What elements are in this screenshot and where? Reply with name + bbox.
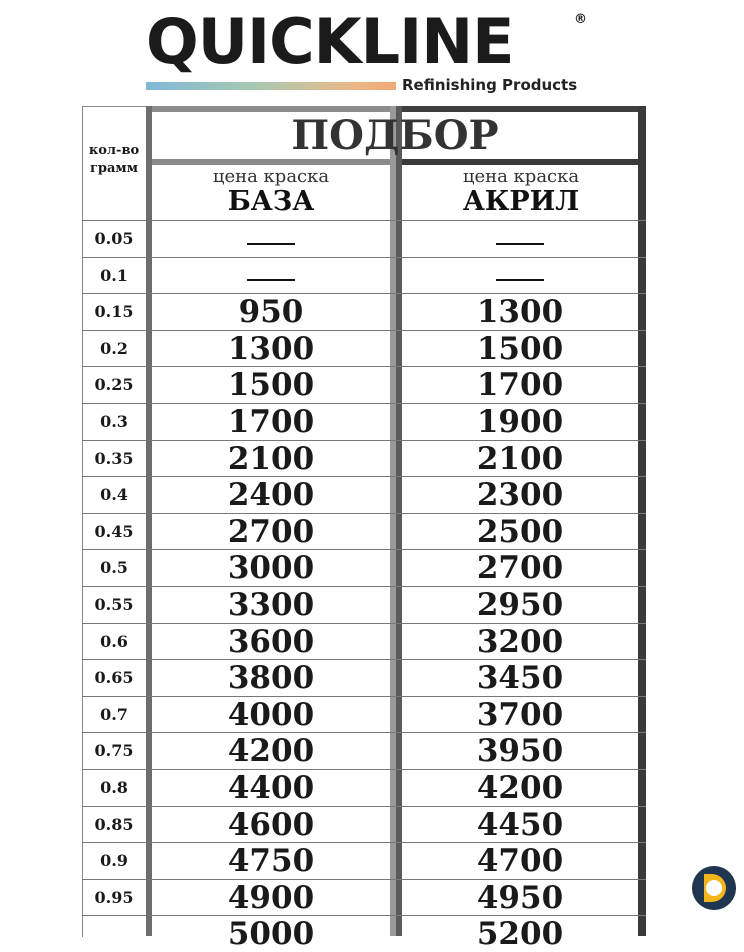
qty-cell: 0.75 (94, 741, 134, 761)
base-price-cell: 2400 (227, 477, 315, 514)
table-body (82, 220, 646, 952)
acrylic-price-cell: 2100 (476, 440, 564, 477)
acrylic-price-cell: 4700 (476, 843, 564, 880)
logo-wordmark: QUICKLINE (146, 5, 514, 78)
base-price-cell: 5000 (227, 916, 315, 952)
table-row (82, 440, 646, 477)
table-row (82, 696, 646, 733)
qty-cell: 0.5 (100, 558, 128, 578)
base-price-cell: 1300 (227, 330, 315, 367)
qty-cell: 0.85 (94, 814, 134, 834)
base-price-cell: 950 (238, 294, 304, 331)
base-price-cell: 1500 (227, 367, 315, 404)
qty-cell: 0.35 (94, 448, 134, 468)
table-row (82, 623, 646, 660)
base-price-cell: 2700 (227, 513, 315, 550)
table-row (82, 220, 646, 257)
table-row (82, 293, 646, 330)
table-row (82, 476, 646, 513)
table-row (82, 732, 646, 769)
base-price-cell: 4600 (227, 806, 315, 843)
acrylic-price-cell: 4950 (476, 879, 564, 916)
qty-cell: 0.45 (94, 521, 134, 541)
acrylic-price-cell: 2700 (476, 550, 564, 587)
table-row (82, 842, 646, 879)
qty-cell: 0.8 (100, 777, 128, 797)
qty-cell: 0.6 (100, 631, 128, 651)
acrylic-price-cell: 4200 (476, 769, 564, 806)
acrylic-price-cell: 4450 (476, 806, 564, 843)
qty-cell: 0.65 (94, 668, 134, 688)
column-header-base (152, 165, 390, 221)
table-row (82, 769, 646, 806)
dash-mark (496, 279, 544, 281)
qty-cell: 0.1 (100, 265, 128, 285)
column-header-base-small: цена краска (212, 166, 330, 187)
acrylic-price-cell: 1900 (476, 403, 564, 440)
base-price-cell: 4000 (227, 696, 315, 733)
qty-cell: 0.2 (100, 338, 128, 358)
qty-header-line2: грамм (89, 161, 139, 176)
quickline-logo (146, 5, 606, 96)
acrylic-price-cell: 2300 (476, 477, 564, 514)
column-header-acrylic-small: цена краска (462, 166, 580, 187)
registered-mark: ® (574, 12, 587, 27)
base-price-cell: 4400 (227, 769, 315, 806)
table-row (82, 586, 646, 623)
base-price-cell: 1700 (227, 403, 315, 440)
table-row (82, 549, 646, 586)
column-header-base-big: БАЗА (227, 186, 315, 217)
acrylic-price-cell (402, 258, 638, 294)
acrylic-price-cell (402, 221, 638, 257)
qty-header-line1: кол-во (88, 143, 140, 158)
qty-cell: 0.3 (100, 411, 128, 431)
qty-cell: 0.9 (100, 851, 128, 871)
column-header-acrylic-big: АКРИЛ (462, 186, 580, 217)
table-row (82, 806, 646, 843)
qty-cell: 0.25 (94, 375, 134, 395)
dash-mark (247, 243, 295, 245)
qty-cell: 0.55 (94, 594, 134, 614)
base-price-cell: 4200 (227, 733, 315, 770)
qty-cell (82, 916, 146, 952)
watermark-logo-icon (690, 864, 738, 912)
table-row (82, 330, 646, 367)
acrylic-price-cell: 3200 (476, 623, 564, 660)
base-price-cell: 3300 (227, 586, 315, 623)
acrylic-price-cell: 1700 (476, 367, 564, 404)
acrylic-price-cell: 2500 (476, 513, 564, 550)
qty-header (82, 142, 146, 178)
qty-cell: 0.05 (94, 229, 134, 248)
acrylic-price-cell: 1300 (476, 294, 564, 331)
base-price-cell (152, 258, 390, 294)
column-header-acrylic (402, 165, 640, 221)
qty-cell: 0.15 (94, 302, 134, 322)
acrylic-price-cell: 3700 (476, 696, 564, 733)
table-row (82, 659, 646, 696)
base-price-cell: 4750 (227, 843, 315, 880)
dash-mark (496, 243, 544, 245)
table-row (82, 257, 646, 294)
acrylic-price-cell: 3950 (476, 733, 564, 770)
logo-gradient-bar (146, 82, 396, 90)
base-price-cell: 3600 (227, 623, 315, 660)
table-row (82, 513, 646, 550)
table-row (82, 366, 646, 403)
base-price-cell: 3000 (227, 550, 315, 587)
acrylic-price-cell: 3450 (476, 660, 564, 697)
table-row (82, 915, 646, 952)
acrylic-price-cell: 5200 (476, 916, 564, 952)
base-price-cell (152, 221, 390, 257)
table-row (82, 403, 646, 440)
table-row (82, 879, 646, 916)
table-title: ПОДБОР (291, 112, 499, 159)
acrylic-price-cell: 1500 (476, 330, 564, 367)
price-table (82, 106, 646, 952)
base-price-cell: 4900 (227, 879, 315, 916)
qty-cell: 0.4 (100, 485, 128, 505)
base-price-cell: 2100 (227, 440, 315, 477)
qty-cell: 0.7 (100, 704, 128, 724)
dash-mark (247, 279, 295, 281)
base-price-cell: 3800 (227, 660, 315, 697)
logo-subtitle: Refinishing Products (402, 76, 578, 94)
qty-cell: 0.95 (94, 887, 134, 907)
acrylic-price-cell: 2950 (476, 586, 564, 623)
